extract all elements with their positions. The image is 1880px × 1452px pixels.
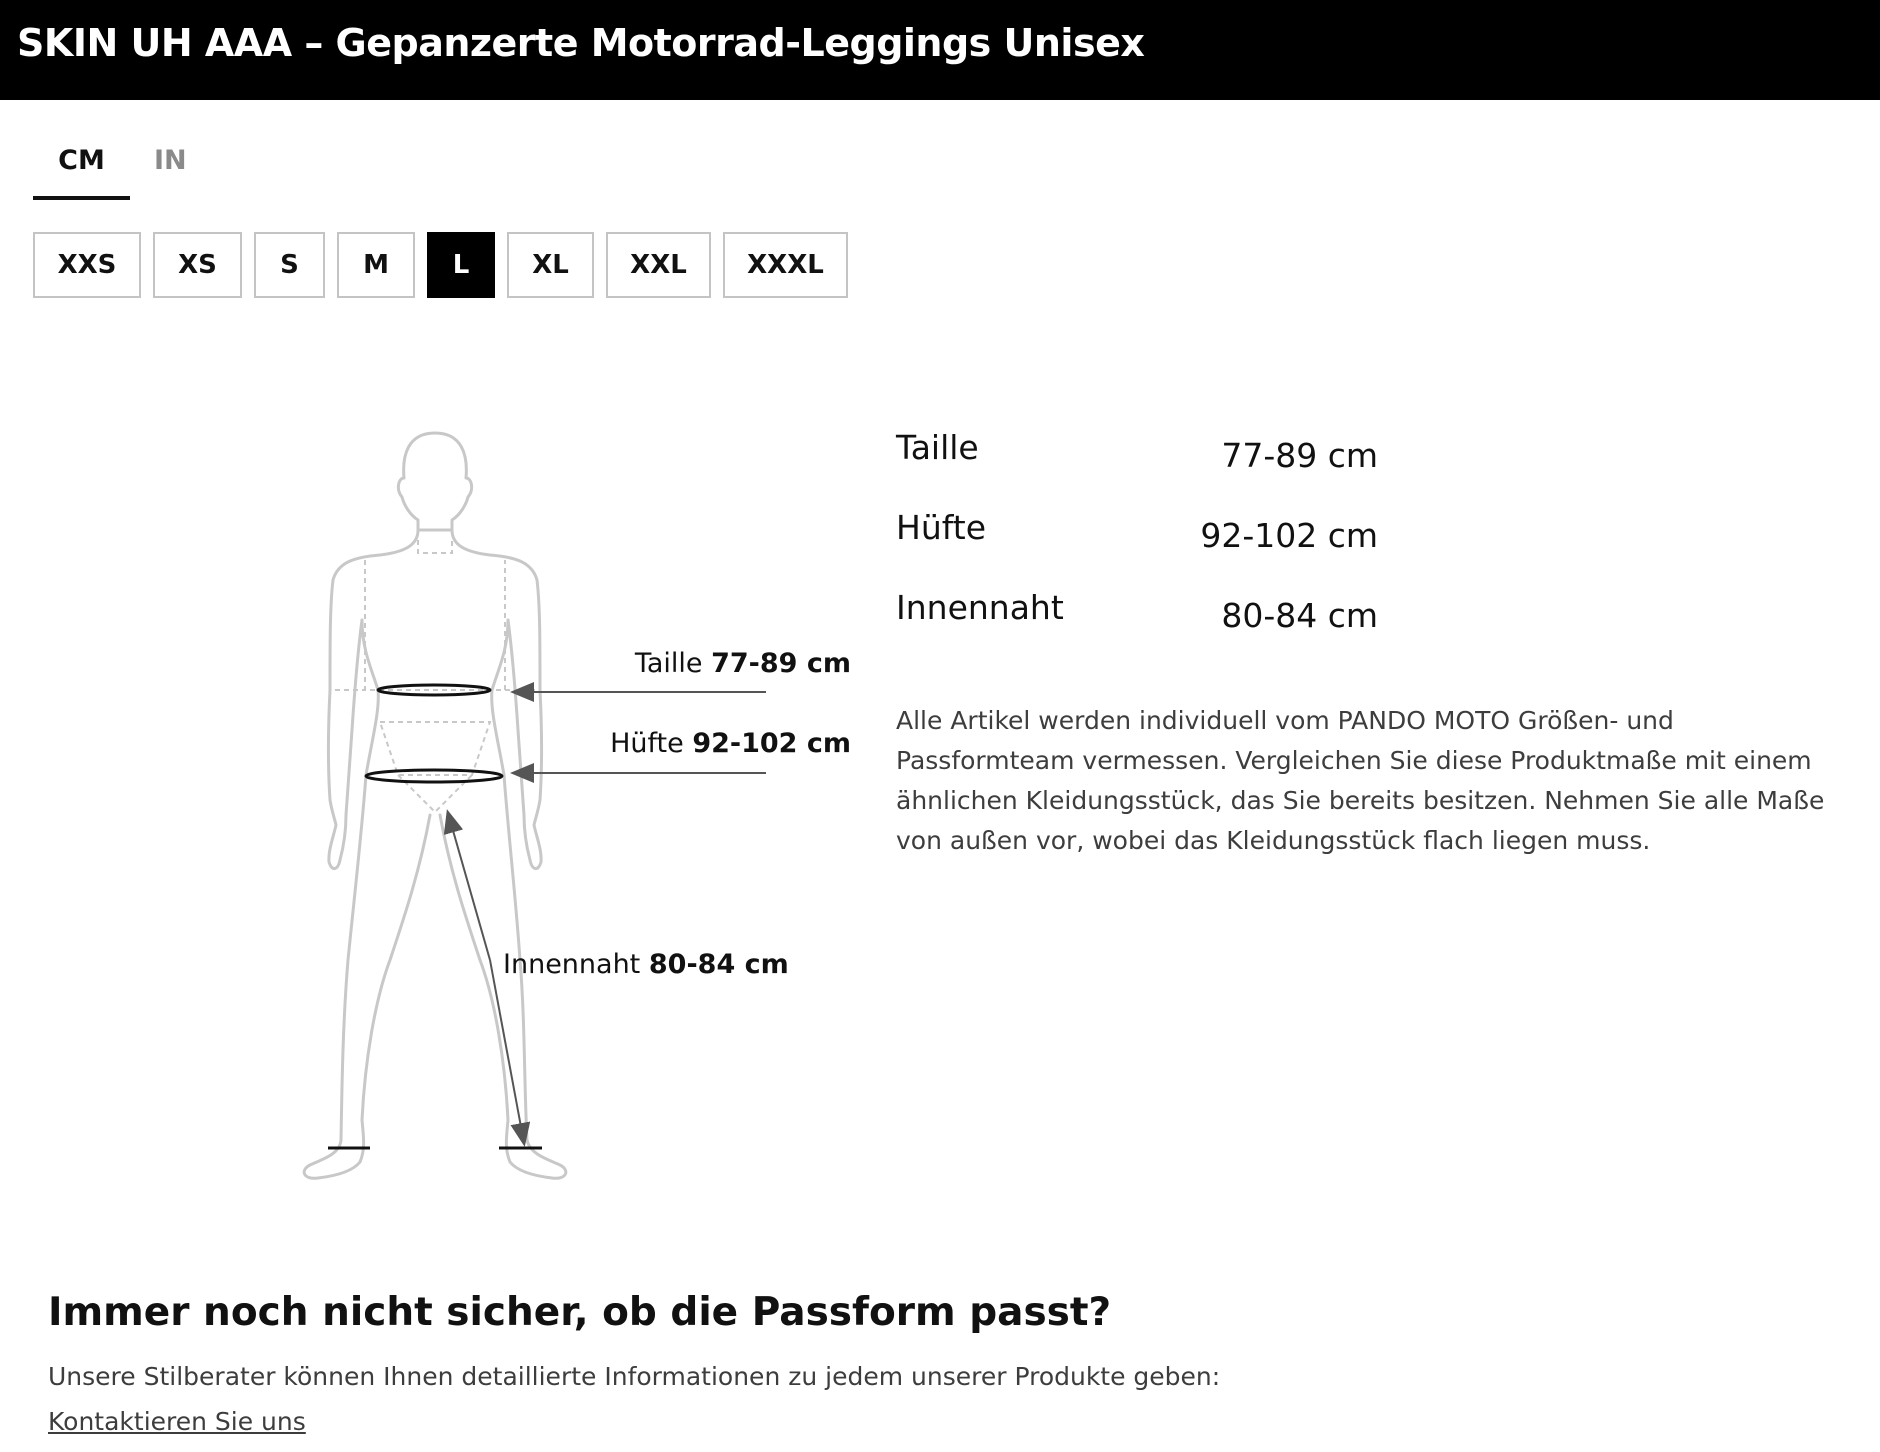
measurement-label-waist: Taille [896, 428, 979, 467]
contact-link[interactable]: Kontaktieren Sie uns [48, 1407, 306, 1436]
size-button-xxl[interactable]: XXL [606, 232, 711, 298]
size-button-m[interactable]: M [337, 232, 415, 298]
measurement-label-inseam: Innennaht [896, 588, 1064, 627]
waist-callout-value: 77-89 cm [711, 648, 851, 679]
inseam-callout-value: 80-84 cm [648, 949, 789, 980]
size-button-l[interactable]: L [427, 232, 495, 298]
measurement-label-hip: Hüfte [896, 508, 987, 547]
tab-in[interactable]: IN [154, 145, 187, 176]
left-arm-outline [329, 620, 363, 869]
size-button-xxs[interactable]: XXS [33, 232, 141, 298]
measurement-value-waist: 77-89 cm [1221, 436, 1378, 475]
product-title: SKIN UH AAA – Gepanzerte Motorrad-Leggings Unisex [17, 21, 1145, 65]
measurement-note: Alle Artikel werden individuell vom PANDO MOTO Größen- und Passformteam vermessen. Vergleichen Sie diese Produktmaße mit einem ähnlichen Kleidungsstück, das Sie bereits besitzen. Nehmen Sie alle Maße von außen vor, wobei das Kleidungsstück flach liegen muss. [896, 706, 1825, 855]
hip-callout-label: Hüfte [610, 728, 684, 759]
right-arm-outline [508, 620, 542, 869]
head-outline [398, 433, 471, 530]
left-leg-outline [304, 775, 430, 1178]
hip-callout-value: 92-102 cm [692, 728, 851, 759]
size-button-s[interactable]: S [254, 232, 325, 298]
measurement-value-inseam: 80-84 cm [1221, 596, 1378, 635]
hip-callout [610, 728, 851, 759]
hip-band [366, 770, 502, 782]
size-button-xxxl[interactable]: XXXL [723, 232, 848, 298]
body-outline [304, 433, 566, 1178]
help-text: Unsere Stilberater können Ihnen detaillierte Informationen zu jedem unserer Produkte geben: [48, 1362, 1221, 1391]
waist-callout-label: Taille [634, 648, 703, 679]
size-button-xl[interactable]: XL [507, 232, 594, 298]
tab-cm[interactable]: CM [33, 140, 130, 200]
inseam-arrow-top [448, 813, 490, 960]
measurement-value-hip: 92-102 cm [1200, 516, 1378, 555]
help-title: Immer noch nicht sicher, ob die Passform passt? [48, 1290, 1112, 1335]
shoulders-outline [330, 530, 418, 690]
size-button-xs[interactable]: XS [153, 232, 242, 298]
waist-callout [635, 648, 851, 679]
page-header [0, 0, 1880, 100]
inseam-callout [503, 949, 789, 980]
body-figure-illustration [0, 400, 880, 1200]
inseam-callout-label: Innennaht [503, 949, 641, 980]
